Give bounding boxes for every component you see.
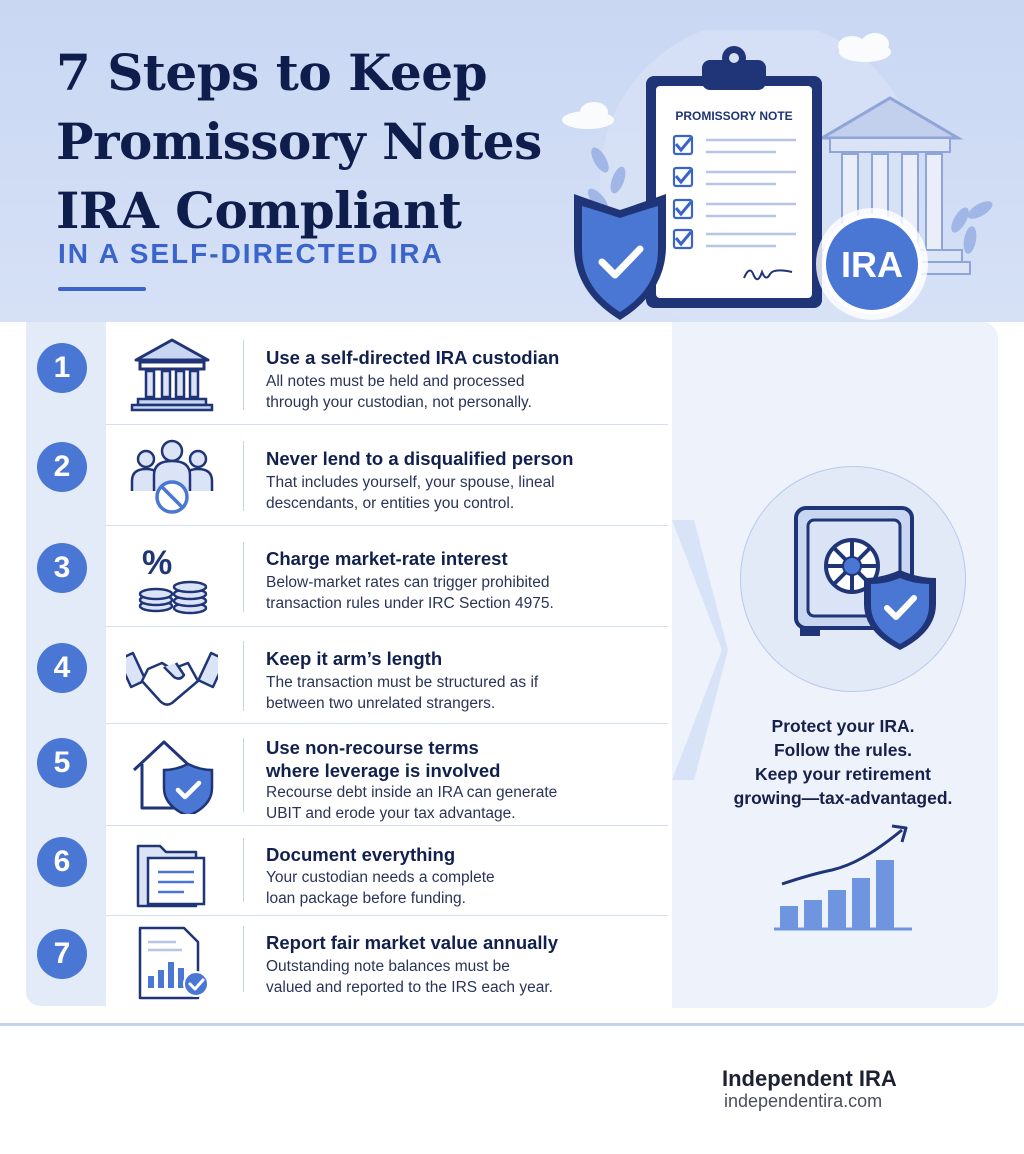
step-title — [266, 736, 500, 782]
step-description-line: UBIT and erode your tax advantage. — [266, 805, 516, 822]
step-title: Document everything — [266, 844, 456, 865]
clipboard-icon — [646, 46, 822, 308]
title-line-1: 7 Steps to Keep — [56, 43, 488, 102]
title-line-3: IRA Compliant — [56, 181, 462, 240]
report-chart-icon — [126, 922, 218, 1002]
step-description-line: That includes yourself, your spouse, lineal — [266, 474, 555, 491]
safe-shield-icon — [770, 500, 940, 660]
step-description-line: Below-market rates can trigger prohibited — [266, 574, 550, 591]
step-separator — [243, 340, 244, 410]
step-3 — [26, 526, 668, 627]
step-description-line: descendants, or entities you control. — [266, 495, 515, 512]
step-number-badge: 3 — [37, 543, 87, 593]
folder-document-icon — [126, 832, 218, 912]
step-description — [266, 371, 666, 413]
step-title-line: where leverage is involved — [266, 760, 501, 781]
percent-coins-icon — [126, 538, 218, 618]
step-description-line: All notes must be held and processed — [266, 373, 525, 390]
step-description-line: The transaction must be structured as if — [266, 674, 539, 691]
step-number-badge: 2 — [37, 442, 87, 492]
step-description — [266, 472, 666, 514]
tagline-line: growing—tax-advantaged. — [733, 788, 953, 808]
ira-badge-icon — [816, 208, 928, 320]
step-title: Use a self-directed IRA custodian — [266, 347, 560, 368]
footer-divider — [0, 1023, 1024, 1026]
page-title — [56, 38, 576, 245]
step-separator — [243, 838, 244, 902]
step-number-badge: 5 — [37, 738, 87, 788]
step-5 — [26, 724, 668, 826]
step-number-badge: 1 — [37, 343, 87, 393]
brand-name: Independent IRA — [722, 1066, 897, 1091]
step-separator — [243, 441, 244, 511]
step-description-line: transaction rules under IRC Section 4975. — [266, 595, 554, 612]
step-description — [266, 782, 666, 824]
tagline-line: Keep your retirement — [754, 764, 932, 784]
step-title: Report fair market value annually — [266, 932, 558, 953]
step-description-line: Outstanding note balances must be — [266, 958, 510, 975]
step-title-line: Use non-recourse terms — [266, 737, 479, 758]
step-title: Keep it arm’s length — [266, 648, 443, 669]
step-title: Charge market-rate interest — [266, 548, 508, 569]
tagline-line: Follow the rules. — [773, 740, 913, 760]
step-number-badge: 6 — [37, 837, 87, 887]
step-description-line: valued and reported to the IRS each year. — [266, 979, 553, 996]
title-line-2: Promissory Notes — [56, 112, 542, 171]
step-description — [266, 956, 666, 998]
step-description-line: Recourse debt inside an IRA can generate — [266, 784, 558, 801]
page-subtitle: IN A SELF-DIRECTED IRA — [58, 238, 444, 269]
step-separator — [243, 738, 244, 812]
svg-text:PROMISSORY NOTE: PROMISSORY NOTE — [675, 109, 793, 123]
step-4 — [26, 627, 668, 724]
step-number-badge: 7 — [37, 929, 87, 979]
step-6 — [26, 826, 668, 916]
hero-illustration — [560, 30, 1010, 322]
svg-text:%: % — [142, 544, 173, 582]
handshake-icon — [126, 637, 218, 717]
step-title: Never lend to a disqualified person — [266, 448, 574, 469]
brand-url: independentira.com — [724, 1091, 883, 1111]
bank-icon — [126, 334, 218, 414]
summary-tagline — [700, 714, 986, 810]
disqualified-people-icon — [126, 435, 218, 515]
step-separator — [243, 641, 244, 711]
step-number-badge: 4 — [37, 643, 87, 693]
step-description-line: loan package before funding. — [266, 890, 466, 907]
step-description-line: between two unrelated strangers. — [266, 695, 496, 712]
step-2 — [26, 425, 668, 526]
step-separator — [243, 542, 244, 612]
step-separator — [243, 926, 244, 992]
tagline-line: Protect your IRA. — [771, 716, 915, 736]
step-1 — [26, 322, 668, 425]
house-shield-icon — [126, 734, 218, 814]
step-description — [266, 672, 666, 714]
step-description-line: through your custodian, not personally. — [266, 394, 532, 411]
step-description — [266, 572, 666, 614]
title-underline — [58, 287, 146, 291]
step-7 — [26, 916, 668, 1008]
step-description — [266, 867, 666, 909]
step-description-line: Your custodian needs a complete — [266, 869, 495, 886]
svg-text:IRA: IRA — [841, 244, 903, 285]
growth-chart-icon — [770, 822, 920, 934]
